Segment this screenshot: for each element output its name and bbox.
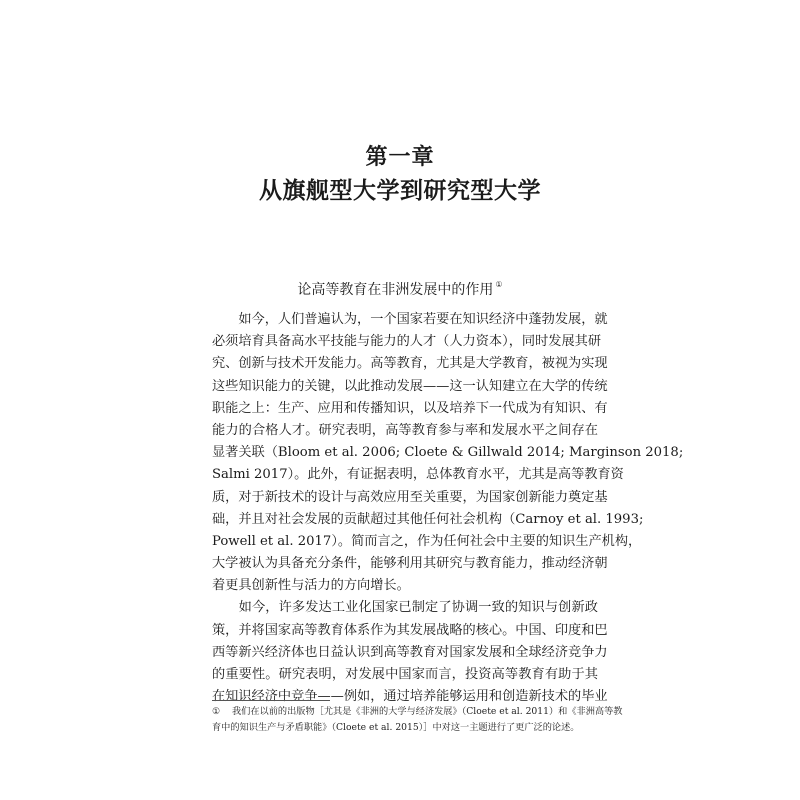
body-line: 如今，人们普遍认为，一个国家若要在知识经济中蓬勃发展，就 bbox=[212, 312, 608, 327]
section-title-text: 论高等教育在非洲发展中的作用 bbox=[297, 282, 494, 298]
section-title bbox=[0, 275, 800, 300]
body-line: 职能之上：生产、应用和传播知识，以及培养下一代成为有知识、有 bbox=[212, 400, 608, 416]
body-line: 究、创新与技术开发能力。高等教育，尤其是大学教育，被视为实现 bbox=[212, 356, 608, 372]
body-line: 这些知识能力的关键，以此推动发展——这一认知建立在大学的传统 bbox=[212, 378, 608, 394]
body-line: 础，并且对社会发展的贡献超过其他任何社会机构（Carnoy et al. 1993; bbox=[212, 511, 644, 527]
body-line: 策，并将国家高等教育体系作为其发展战略的核心。中国、印度和巴 bbox=[212, 622, 608, 638]
body-line: Salmi 2017）。此外，有证据表明，总体教育水平，尤其是高等教育资 bbox=[212, 467, 624, 483]
footnote-divider bbox=[212, 700, 330, 701]
body-line: 显著关联（Bloom et al. 2006; Cloete & Gillwald 2014; Marginson 2018; bbox=[212, 445, 684, 461]
chapter-title: 从旗舰型大学到研究型大学 bbox=[259, 177, 541, 204]
body-line: 的重要性。研究表明，对发展中国家而言，投资高等教育有助于其 bbox=[212, 667, 598, 682]
body-line: 西等新兴经济体也日益认识到高等教育对国家发展和全球经济竞争力 bbox=[212, 644, 608, 660]
footnote-line-1 bbox=[212, 704, 623, 720]
body-line: 必须培育具备高水平技能与能力的人才（人力资本），同时发展其研 bbox=[212, 334, 602, 350]
footnote bbox=[212, 704, 623, 736]
chapter-number: 第一章 bbox=[365, 144, 435, 170]
body-line: 能力的合格人才。研究表明，高等教育参与率和发展水平之间存在 bbox=[212, 422, 598, 438]
body-line: 大学被认为具备充分条件，能够利用其研究与教育能力，推动经济朝 bbox=[212, 556, 608, 572]
body-line: 质，对于新技术的设计与高效应用至关重要，为国家创新能力奠定基 bbox=[212, 489, 608, 505]
footnote-marker: ① bbox=[212, 706, 221, 717]
footnote-line-2: 育中的知识生产与矛盾职能》（Cloete et al. 2015）］中对这一主题进行了更广泛的论述。 bbox=[212, 722, 580, 733]
footnote-reference: ① bbox=[495, 280, 503, 289]
body-line: 着更具创新性与活力的方向增长。 bbox=[212, 578, 410, 594]
body-line: 如今，许多发达工业化国家已制定了协调一致的知识与创新政 bbox=[212, 600, 598, 616]
body-text bbox=[212, 309, 684, 708]
body-line: Powell et al. 2017）。简而言之，作为任何社会中主要的知识生产机构， bbox=[212, 533, 642, 549]
body-line: 在知识经济中竞争——例如，通过培养能够运用和创造新技术的毕业 bbox=[212, 689, 608, 705]
footnote-text-1: 我们在以前的出版物［尤其是《非洲的大学与经济发展》（Cloete et al. 2011）和《非洲高等教 bbox=[232, 706, 623, 717]
